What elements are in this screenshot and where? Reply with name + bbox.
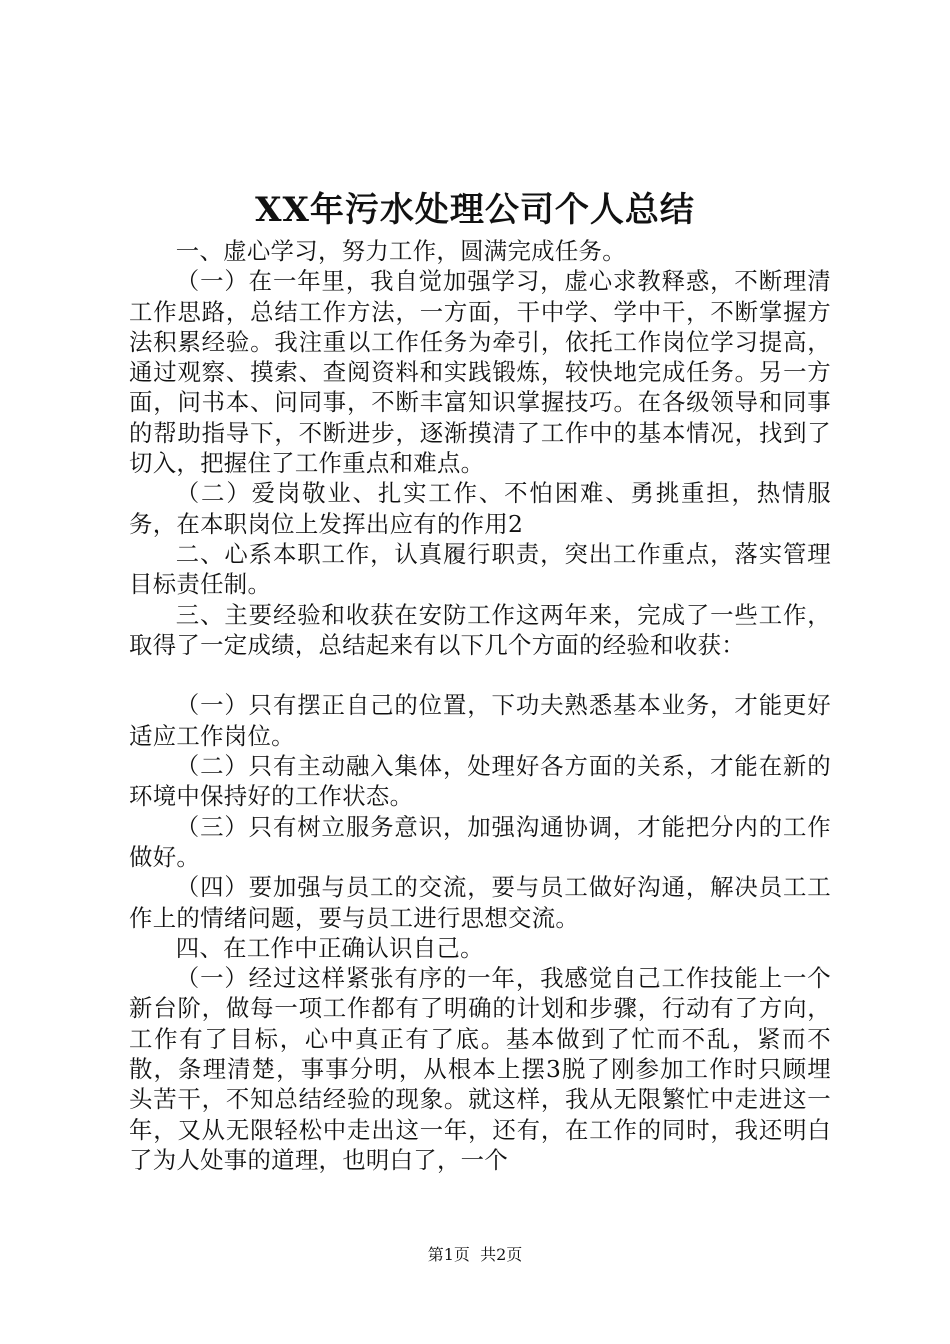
paragraph-3-1: （一）只有摆正自己的位置，下功夫熟悉基本业务，才能更好适应工作岗位。	[129, 691, 831, 750]
paragraph-section-3: 三、主要经验和收获在安防工作这两年来，完成了一些工作，取得了一定成绩，总结起来有以下几个方面的经验和收获：	[129, 600, 831, 659]
paragraph-section-1: 一、虚心学习，努力工作，圆满完成任务。	[175, 237, 626, 265]
footer-spacer	[470, 1245, 480, 1264]
page-number: 第1页	[427, 1245, 470, 1264]
paragraph-section-4: 四、在工作中正确认识自己。	[175, 933, 484, 962]
page-footer	[0, 1244, 950, 1266]
paragraph-3-3: （三）只有树立服务意识，加强沟通协调，才能把分内的工作做好。	[129, 812, 831, 871]
document-title: XX年污水处理公司个人总结	[255, 190, 695, 230]
paragraph-3-4: （四）要加强与员工的交流，要与员工做好沟通，解决员工工作上的情绪问题，要与员工进行思想交流。	[129, 873, 831, 932]
paragraph-3-2: （二）只有主动融入集体，处理好各方面的关系，才能在新的环境中保持好的工作状态。	[129, 752, 831, 811]
page-total: 共2页	[480, 1245, 523, 1264]
paragraph-section-2: 二、心系本职工作，认真履行职责，突出工作重点，落实管理目标责任制。	[129, 539, 831, 599]
paragraph-4-1: （一）经过这样紧张有序的一年，我感觉自己工作技能上一个新台阶，做每一项工作都有了明确的计划和步骤，行动有了方向，工作有了目标，心中真正有了底。基本做到了忙而不乱，紧而不散，条理清楚，事事分明，从根本上摆3脱了刚参加工作时只顾埋头苦干，不知总结经验的现象。就这样，我从无限繁忙中走进这一年，又从无限轻松中走出这一年，还有，在工作的同时，我还明白了为人处事的道理，也明白了，一个	[129, 964, 831, 1174]
document-body	[129, 236, 831, 1175]
paragraph-1-1: （一）在一年里，我自觉加强学习，虚心求教释惑，不断理清工作思路，总结工作方法，一方面，干中学、学中干，不断掌握方法积累经验。我注重以工作任务为牵引，依托工作岗位学习提高，通过观察、摸索、查阅资料和实践锻炼，较快地完成任务。另一方面，问书本、问同事，不断丰富知识掌握技巧。在各级领导和同事的帮助指导下，不断进步，逐渐摸清了工作中的基本情况，找到了切入，把握住了工作重点和难点。	[129, 267, 831, 478]
paragraph-1-2: （二）爱岗敬业、扎实工作、不怕困难、勇挑重担，热情服务，在本职岗位上发挥出应有的作用2	[129, 479, 831, 538]
